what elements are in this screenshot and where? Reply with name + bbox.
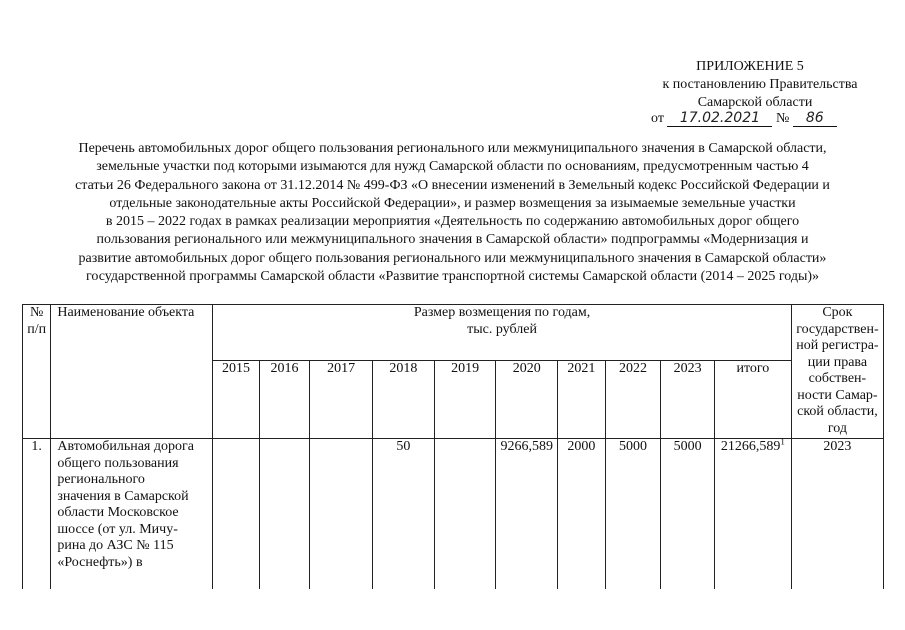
title-line: отдельные законодательные акты Российской Федерации», и размер возмещения за изымаемые земельные участки <box>109 195 796 211</box>
cell-2022: 5000 <box>605 439 661 589</box>
header-amount: Размер возмещения по годам, тыс. рублей <box>213 305 792 361</box>
header-deadline: Срок государствен- ной регистра- ции права собствен- ности Самар- ской области, год <box>791 305 883 439</box>
decree-number: 86 <box>793 110 837 127</box>
year-2021: 2021 <box>558 361 606 439</box>
year-2018: 2018 <box>373 361 435 439</box>
title-line: государственной программы Самарской области «Развитие транспортной системы Самарской области (2014 – 2025 годы)» <box>85 269 820 285</box>
cell-2021: 2000 <box>558 439 606 589</box>
cell-2016 <box>259 439 310 589</box>
year-2019: 2019 <box>434 361 496 439</box>
cell-deadline: 2023 <box>791 439 883 589</box>
document-title <box>20 140 885 286</box>
year-2022: 2022 <box>605 361 661 439</box>
number-label: № <box>775 111 790 126</box>
cell-2017 <box>310 439 373 589</box>
header-num: № п/п <box>23 305 51 439</box>
decree-date: 17.02.2021 <box>667 110 772 127</box>
cell-2023: 5000 <box>661 439 715 589</box>
year-total: итого <box>714 361 791 439</box>
title-line: развитие автомобильных дорог общего пользования регионального или межмуниципального значения в Самарской области» <box>78 250 827 266</box>
row-object-name: Автомобильная дорога общего пользования регионального значения в Самарской области Московское шоссе (от ул. Мичу- рина до АЗС № 115 «Роснефть») в <box>51 439 213 589</box>
cell-2018: 50 <box>373 439 435 589</box>
table-row <box>23 439 884 589</box>
footnote-ref: 1 <box>780 436 785 447</box>
year-2020: 2020 <box>496 361 558 439</box>
cell-total <box>714 436 791 589</box>
decree-date-line <box>651 110 837 127</box>
title-line: в 2015 – 2022 годах в рамках реализации мероприятия «Деятельность по содержанию автомобильных дорог общего <box>105 214 800 230</box>
header-name: Наименование объекта <box>51 305 213 439</box>
appendix-header <box>600 58 900 112</box>
appendix-region-line: Самарской области <box>697 95 813 110</box>
year-2016: 2016 <box>259 361 310 439</box>
cell-2020: 9266,589 <box>496 439 558 589</box>
title-line: статьи 26 Федерального закона от 31.12.2014 № 499-ФЗ «О внесении изменений в Земельный кодекс Российской Федерации и <box>75 177 830 193</box>
appendix-decree-line: к постановлению Правительства <box>662 77 858 92</box>
year-2023: 2023 <box>661 361 715 439</box>
year-2017: 2017 <box>310 361 373 439</box>
cell-2015 <box>213 439 260 589</box>
title-line: земельные участки под которыми изымаются для нужд Самарской области по основаниям, предусмотренным частью 4 <box>96 159 809 175</box>
compensation-table <box>22 304 884 589</box>
row-num: 1. <box>23 439 51 589</box>
cell-2019 <box>434 439 496 589</box>
from-label: от <box>651 111 664 126</box>
title-line: Перечень автомобильных дорог общего пользования регионального или межмуниципального значения в Самарской области, <box>78 141 827 156</box>
title-line: пользования регионального или межмуниципального значения в Самарской области» подпрограммы «Модернизация и <box>96 232 809 248</box>
total-value: 21266,589 <box>720 439 781 454</box>
year-2015: 2015 <box>213 361 260 439</box>
appendix-title: ПРИЛОЖЕНИЕ 5 <box>696 59 804 74</box>
